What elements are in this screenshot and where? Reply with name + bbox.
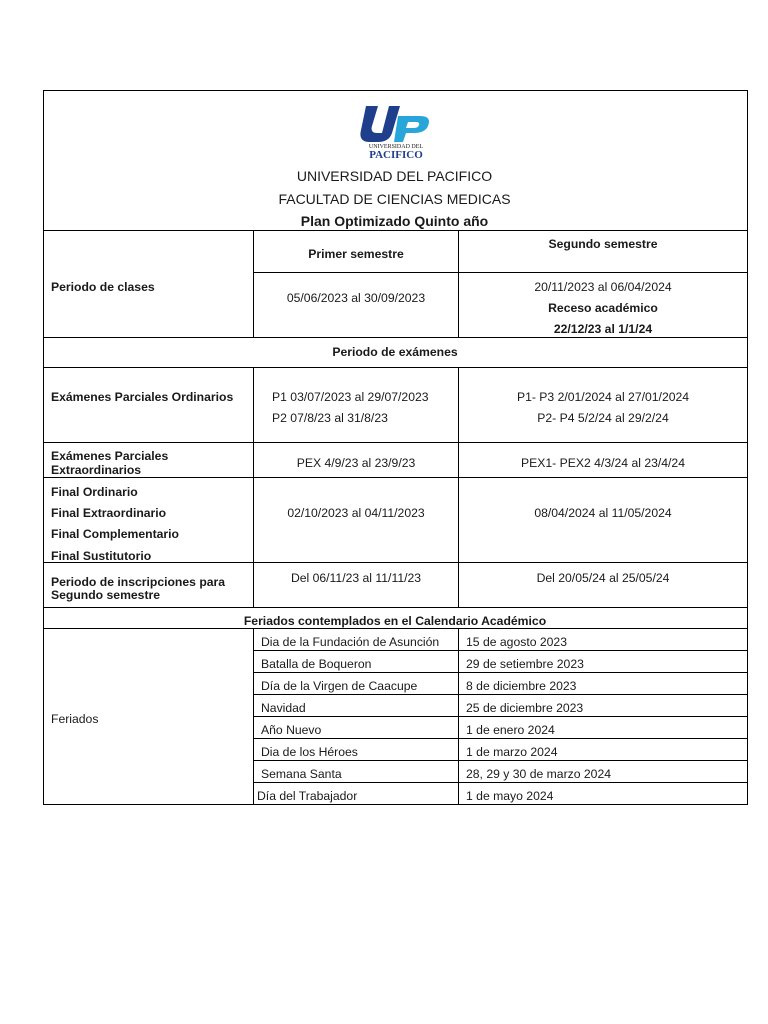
holiday-name: Año Nuevo [261, 723, 322, 737]
holiday-date: 29 de setiembre 2023 [466, 657, 584, 671]
exam-period-header: Periodo de exámenes [332, 345, 458, 359]
divider [43, 337, 747, 338]
faculty-title: FACULTAD DE CIENCIAS MEDICAS [278, 191, 511, 207]
holiday-name: Día del Trabajador [257, 789, 358, 803]
logo-big-text: PACIFICO [369, 149, 423, 160]
divider [43, 230, 747, 231]
divider [253, 272, 747, 273]
plan-title: Plan Optimizado Quinto año [300, 213, 489, 229]
parciales-ordinarios-first-p2: P2 07/8/23 al 31/8/23 [272, 411, 388, 425]
recess-label: Receso académico [548, 301, 658, 315]
university-title: UNIVERSIDAD DEL PACIFICO [296, 168, 493, 184]
clases-label: Periodo de clases [51, 280, 155, 294]
holiday-name: Navidad [261, 701, 306, 715]
final-label: Final Ordinario [51, 485, 138, 499]
clases-first: 05/06/2023 al 30/09/2023 [286, 291, 426, 305]
calendar-document [43, 90, 748, 805]
divider [43, 628, 747, 629]
divider [253, 694, 747, 695]
university-logo [356, 102, 436, 160]
divider [253, 716, 747, 717]
divider [43, 367, 747, 368]
divider [253, 782, 747, 783]
logo-small-text: UNIVERSIDAD DEL [368, 144, 424, 150]
inscripciones-label: Periodo de inscripciones para [51, 575, 226, 589]
divider [43, 442, 747, 443]
holiday-date: 1 de mayo 2024 [466, 789, 554, 803]
holiday-date: 25 de diciembre 2023 [466, 701, 584, 715]
parciales-extra-first: PEX 4/9/23 al 23/9/23 [296, 456, 416, 470]
holiday-name: Batalla de Boqueron [261, 657, 372, 671]
logo-u-shape [360, 106, 400, 142]
final-label: Final Sustitutorio [51, 549, 152, 563]
holiday-name: Dia de la Fundación de Asunción [261, 635, 440, 649]
divider [253, 738, 747, 739]
holiday-date: 28, 29 y 30 de marzo 2024 [466, 767, 611, 781]
holidays-label: Feriados [51, 712, 99, 726]
divider [43, 477, 747, 478]
inscripciones-label: Segundo semestre [51, 588, 161, 602]
final-label: Final Extraordinario [51, 506, 167, 520]
holiday-date: 1 de enero 2024 [466, 723, 555, 737]
divider [253, 650, 747, 651]
clases-second: 20/11/2023 al 06/04/2024 [534, 280, 672, 294]
holiday-name: Semana Santa [261, 767, 342, 781]
parciales-extra-second: PEX1- PEX2 4/3/24 al 23/4/24 [521, 456, 685, 470]
holiday-name: Día de la Virgen de Caacupe [261, 679, 418, 693]
holiday-date: 15 de agosto 2023 [466, 635, 567, 649]
holidays-title: Feriados contemplados en el Calendario Académico [243, 614, 547, 628]
divider [253, 672, 747, 673]
holiday-name: Dia de los Héroes [261, 745, 358, 759]
parciales-ordinarios-label: Exámenes Parciales Ordinarios [51, 390, 234, 404]
logo-p-shape [394, 116, 429, 142]
recess-dates: 22/12/23 al 1/1/24 [553, 322, 653, 336]
parciales-ordinarios-second-p2: P2- P4 5/2/24 al 29/2/24 [537, 411, 669, 425]
holiday-date: 8 de diciembre 2023 [466, 679, 577, 693]
final-label: Final Complementario [51, 527, 179, 541]
parciales-extra-label: Extraordinarios [51, 463, 142, 477]
holiday-date: 1 de marzo 2024 [466, 745, 558, 759]
inscripciones-first: Del 06/11/23 al 11/11/23 [290, 571, 422, 585]
parciales-extra-label: Exámenes Parciales [51, 449, 169, 463]
inscripciones-second: Del 20/05/24 al 25/05/24 [536, 571, 670, 585]
divider [458, 628, 459, 804]
divider [253, 628, 254, 804]
parciales-ordinarios-first-p1: P1 03/07/2023 al 29/07/2023 [272, 390, 429, 404]
divider [253, 760, 747, 761]
divider [43, 607, 747, 608]
second-semester-header: Segundo semestre [548, 237, 658, 251]
parciales-ordinarios-second-p1: P1- P3 2/01/2024 al 27/01/2024 [516, 390, 690, 404]
finales-first: 02/10/2023 al 04/11/2023 [287, 506, 425, 520]
first-semester-header: Primer semestre [308, 247, 404, 261]
finales-second: 08/04/2024 al 11/05/2024 [534, 506, 672, 520]
